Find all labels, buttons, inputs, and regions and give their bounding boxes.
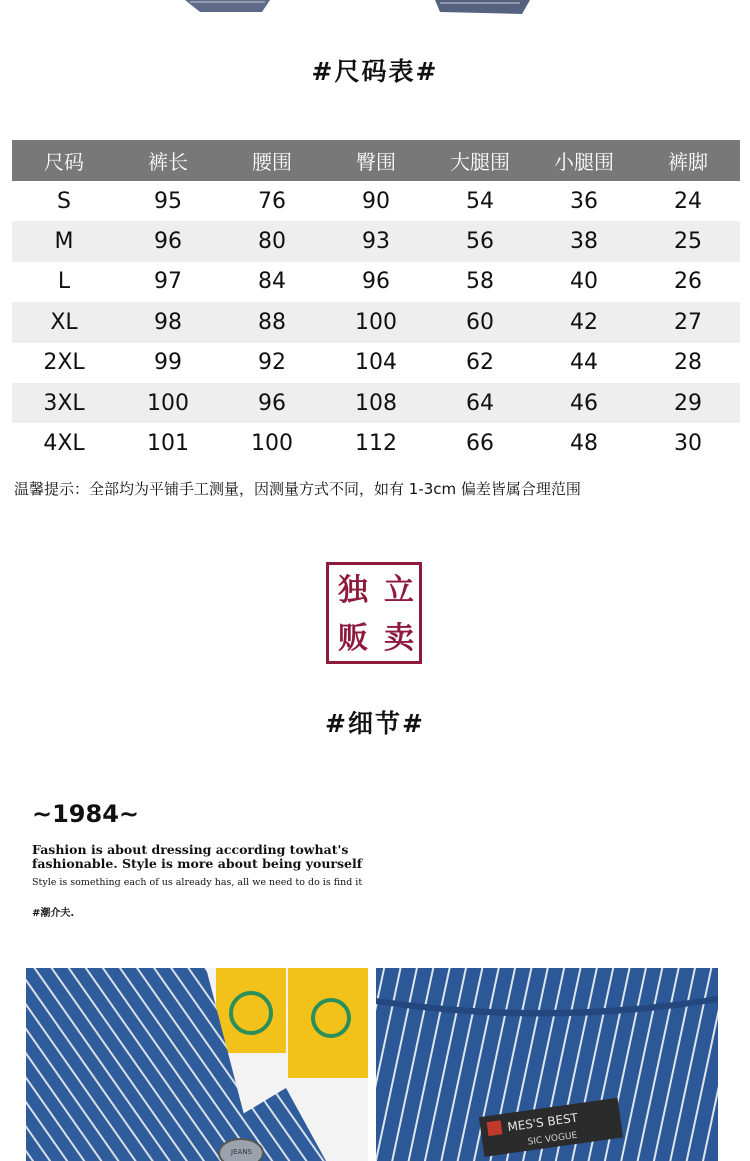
table-cell: M [12,221,116,261]
table-cell: 58 [466,269,494,295]
size-table-header-cell: 裤长 [116,140,220,181]
table-cell: 24 [674,188,702,214]
table-cell: 99 [154,350,182,376]
table-cell: 96 [362,269,390,295]
table-row [12,383,740,423]
table-cell: 27 [636,302,740,342]
table-cell: 88 [220,302,324,342]
table-cell: 66 [466,431,494,457]
table-cell: 76 [258,188,286,214]
table-row [12,181,740,221]
label-patch-text: MES'S BEST [506,1110,579,1135]
seal-char: 贩 [338,621,368,656]
table-cell: 64 [428,383,532,423]
table-cell: 104 [355,350,397,376]
table-cell: 100 [251,431,293,457]
table-row [12,343,740,383]
table-cell: 108 [324,383,428,423]
size-table [12,140,740,464]
table-row [12,262,740,302]
table-cell: 36 [570,188,598,214]
table-cell: 46 [532,383,636,423]
table-cell: 95 [154,188,182,214]
table-cell: 4XL [43,431,85,457]
table-cell: 84 [258,269,286,295]
fashion-subquote: Style is something each of us already has, all we need to do is find it [32,877,363,888]
detail-photo-left [26,968,368,1161]
table-cell: 100 [324,302,428,342]
table-cell: 28 [674,350,702,376]
table-cell: 25 [636,221,740,261]
table-cell: 98 [116,302,220,342]
measurement-note: 温馨提示：全部均为平铺手工测量，因测量方式不同，如有 1-3cm 偏差皆属合理范围 [14,480,581,498]
label-patch-subtext: SIC VOGUE [527,1130,578,1148]
table-cell: 62 [466,350,494,376]
table-row [12,302,740,342]
table-cell: 26 [674,269,702,295]
table-cell: 96 [116,221,220,261]
table-cell: 30 [674,431,702,457]
table-cell: XL [12,302,116,342]
seal-char: 立 [384,573,414,608]
table-cell: 92 [258,350,286,376]
table-cell: 29 [636,383,740,423]
table-cell: 48 [570,431,598,457]
table-cell: 60 [428,302,532,342]
size-chart-title: #尺码表# [311,57,439,86]
top-product-photo-edge [0,0,750,20]
table-cell: 38 [532,221,636,261]
size-table-header-cell: 裤脚 [636,140,740,181]
size-table-header-row [12,140,740,181]
table-cell: 100 [116,383,220,423]
table-cell: 42 [532,302,636,342]
year-heading: ~1984~ [32,800,140,828]
table-cell: 80 [220,221,324,261]
brand-tag: #潮介夫. [32,908,75,919]
table-cell: 2XL [43,350,85,376]
table-cell: 56 [428,221,532,261]
size-table-header-cell: 腰围 [220,140,324,181]
table-cell: 97 [154,269,182,295]
size-table-header-cell: 尺码 [12,140,116,181]
table-cell: 40 [570,269,598,295]
table-cell: L [57,269,71,295]
table-cell: 3XL [12,383,116,423]
table-cell: 90 [362,188,390,214]
detail-photo-right [376,968,718,1161]
table-cell: 101 [147,431,189,457]
table-row [12,221,740,261]
seal-char: 独 [338,573,368,608]
jeans-button-label: JEANS [231,1148,252,1156]
fashion-quote: Fashion is about dressing according towhat's fashionable. Style is more about being yourself [32,842,363,871]
table-cell: 54 [466,188,494,214]
size-table-header-cell: 小腿围 [532,140,636,181]
table-cell: S [57,188,71,214]
table-cell: 93 [324,221,428,261]
seal-stamp [326,562,422,664]
table-row [12,423,740,463]
table-cell: 44 [570,350,598,376]
size-table-header-cell: 臀围 [324,140,428,181]
details-title: #细节# [325,709,425,738]
table-cell: 96 [220,383,324,423]
size-table-header-cell: 大腿围 [428,140,532,181]
seal-char: 卖 [384,621,414,656]
table-cell: 112 [355,431,397,457]
